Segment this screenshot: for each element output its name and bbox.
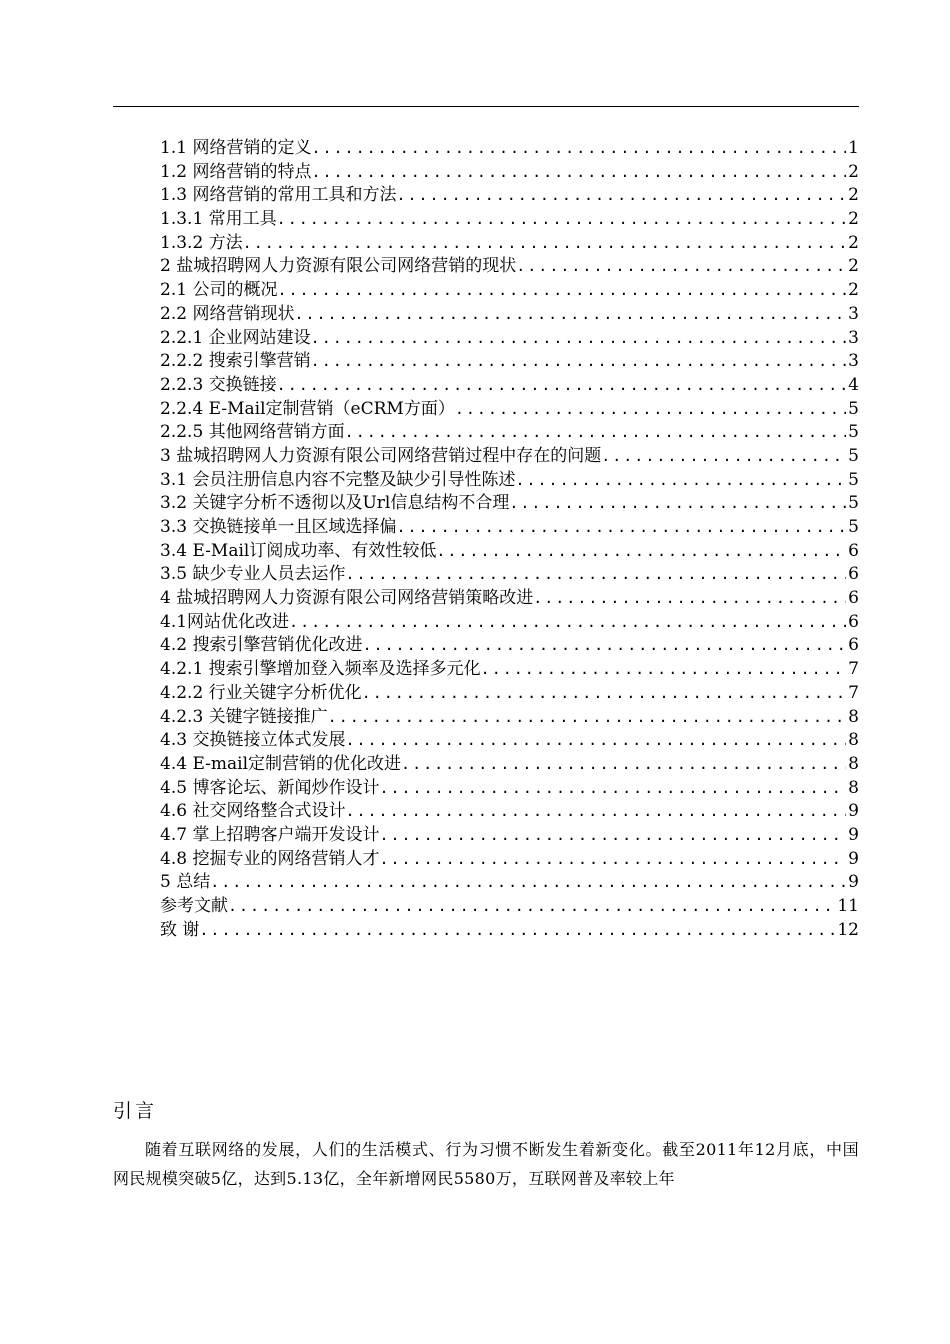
- toc-entry-page-number: 11: [837, 896, 859, 916]
- toc-entry-page-number: 5: [848, 422, 859, 443]
- introduction-paragraph: 随着互联网络的发展，人们的生活模式、行为习惯不断发生着新变化。截至2011年12月底，中国网民规模突破5亿，达到5.13亿，全年新增网民5580万，互联网普及率较上年: [113, 1140, 859, 1188]
- toc-entry[interactable]: [160, 753, 859, 777]
- toc-entry-title: 2.2 网络营销现状: [160, 303, 295, 324]
- introduction-heading: 引言: [113, 1100, 158, 1122]
- toc-entry-title: 4.2.3 关键字链接推广: [160, 706, 328, 727]
- toc-leader-dots: [379, 824, 846, 848]
- toc-entry-title: 1.3.2 方法: [160, 232, 243, 253]
- toc-entry-title: 致 谢: [160, 919, 200, 940]
- toc-entry-title: 3.5 缺少专业人员去运作: [160, 564, 346, 585]
- toc-entry-title: 1.3 网络营销的常用工具和方法: [160, 185, 397, 206]
- toc-entry-page-number: 6: [848, 588, 859, 609]
- toc-leader-dots: [345, 563, 846, 587]
- toc-entry-page-number: 8: [848, 753, 859, 774]
- toc-leader-dots: [516, 255, 846, 279]
- toc-entry[interactable]: [160, 824, 859, 848]
- toc-entry-page-number: 7: [848, 682, 859, 703]
- toc-entry[interactable]: [160, 184, 859, 208]
- toc-entry-page-number: 9: [848, 848, 859, 869]
- toc-entry-title: 1.3.1 常用工具: [160, 209, 277, 230]
- toc-leader-dots: [345, 800, 846, 824]
- toc-leader-dots: [311, 327, 847, 351]
- toc-leader-dots: [311, 350, 847, 374]
- toc-entry-title: 4.2.2 行业关键字分析优化: [160, 682, 362, 703]
- toc-entry[interactable]: [160, 445, 859, 469]
- toc-entry[interactable]: [160, 279, 859, 303]
- toc-leader-dots: [277, 208, 847, 232]
- toc-entry-title: 4.8 挖掘专业的网络营销人才: [160, 848, 380, 869]
- toc-entry[interactable]: [160, 350, 859, 374]
- toc-leader-dots: [396, 516, 846, 540]
- toc-leader-dots: [481, 658, 847, 682]
- toc-entry[interactable]: [160, 848, 859, 872]
- toc-entry-title: 2.2.5 其他网络营销方面: [160, 422, 345, 443]
- toc-entry-title: 3.3 交换链接单一且区域选择偏: [160, 517, 397, 537]
- toc-entry[interactable]: [160, 800, 859, 824]
- toc-entry-title: 2.1 公司的概况: [160, 280, 278, 301]
- toc-leader-dots: [294, 303, 846, 327]
- toc-entry-page-number: 3: [848, 327, 859, 348]
- toc-entry-title: 4.5 博客论坛、新闻炒作设计: [160, 777, 380, 798]
- toc-leader-dots: [533, 587, 846, 611]
- toc-entry[interactable]: [160, 563, 859, 587]
- toc-entry[interactable]: [160, 398, 859, 422]
- toc-entry-page-number: 5: [848, 398, 859, 419]
- toc-entry-title: 4.2.1 搜索引擎增加登入频率及选择多元化: [160, 659, 481, 680]
- toc-entry-page-number: 6: [848, 540, 859, 561]
- toc-entry-page-number: 2: [848, 185, 859, 206]
- toc-entry-page-number: 6: [848, 564, 859, 585]
- toc-leader-dots: [228, 895, 835, 919]
- toc-entry[interactable]: [160, 374, 859, 398]
- toc-entry[interactable]: [160, 587, 859, 611]
- toc-entry-page-number: 8: [848, 730, 859, 751]
- toc-entry[interactable]: [160, 232, 859, 256]
- toc-entry[interactable]: [160, 327, 859, 351]
- toc-entry-page-number: 2: [848, 280, 859, 301]
- toc-leader-dots: [210, 871, 846, 895]
- toc-entry-title: 4.3 交换链接立体式发展: [160, 730, 346, 751]
- toc-leader-dots: [277, 279, 846, 303]
- toc-leader-dots: [362, 682, 847, 706]
- toc-entry-page-number: 2: [848, 232, 859, 253]
- toc-entry-title: 2.2.4 E-Mail定制营销（eCRM方面）: [160, 398, 455, 419]
- toc-entry-page-number: 2: [848, 209, 859, 230]
- toc-leader-dots: [509, 492, 846, 516]
- table-of-contents: [160, 137, 859, 942]
- toc-entry-page-number: 1: [848, 138, 859, 158]
- toc-entry-title: 5 总结: [160, 872, 211, 893]
- toc-entry[interactable]: [160, 492, 859, 516]
- toc-leader-dots: [311, 161, 846, 185]
- toc-entry-page-number: 8: [848, 777, 859, 798]
- toc-leader-dots: [199, 919, 835, 943]
- toc-entry[interactable]: [160, 611, 859, 635]
- toc-leader-dots: [401, 753, 846, 777]
- toc-entry-page-number: 9: [848, 801, 859, 822]
- toc-entry-title: 2 盐城招聘网人力资源有限公司网络营销的现状: [160, 256, 517, 277]
- toc-entry-page-number: 7: [848, 659, 859, 680]
- toc-leader-dots: [345, 421, 847, 445]
- toc-entry-title: 4.4 E-mail定制营销的优化改进: [160, 753, 402, 774]
- header-rule: [113, 106, 859, 107]
- toc-entry[interactable]: [160, 469, 859, 493]
- toc-entry-title: 参考文献: [160, 896, 228, 916]
- toc-leader-dots: [601, 445, 846, 469]
- toc-entry[interactable]: [160, 303, 859, 327]
- toc-entry-page-number: 8: [848, 706, 859, 727]
- toc-entry[interactable]: [160, 161, 859, 185]
- toc-entry[interactable]: [160, 682, 859, 706]
- toc-entry[interactable]: [160, 255, 859, 279]
- toc-entry-page-number: 5: [848, 469, 859, 490]
- toc-entry-title: 4.6 社交网络整合式设计: [160, 801, 346, 822]
- toc-leader-dots: [243, 232, 847, 256]
- toc-entry[interactable]: [160, 658, 859, 682]
- toc-entry-title: 2.2.2 搜索引擎营销: [160, 351, 311, 372]
- toc-leader-dots: [515, 469, 846, 493]
- toc-entry[interactable]: [160, 777, 859, 801]
- toc-entry-page-number: 12: [837, 919, 859, 940]
- toc-entry[interactable]: [160, 729, 859, 753]
- toc-leader-dots: [436, 540, 846, 564]
- toc-entry-title: 3.2 关键字分析不透彻以及Url信息结构不合理: [160, 493, 510, 514]
- toc-entry[interactable]: [160, 421, 859, 445]
- toc-entry-title: 1.2 网络营销的特点: [160, 161, 312, 182]
- toc-entry-page-number: 6: [848, 611, 859, 632]
- toc-leader-dots: [362, 634, 846, 658]
- toc-entry[interactable]: [160, 895, 859, 919]
- toc-entry[interactable]: [160, 919, 859, 943]
- toc-entry[interactable]: [160, 516, 859, 540]
- toc-entry[interactable]: [160, 540, 859, 564]
- toc-entry-page-number: 4: [848, 374, 859, 395]
- toc-entry-title: 2.2.1 企业网站建设: [160, 327, 311, 348]
- toc-entry-title: 4.7 掌上招聘客户端开发设计: [160, 824, 380, 845]
- toc-entry[interactable]: [160, 137, 859, 161]
- toc-entry-page-number: 5: [848, 493, 859, 514]
- toc-entry-title: 2.2.3 交换链接: [160, 374, 277, 395]
- toc-entry[interactable]: [160, 706, 859, 730]
- toc-entry-page-number: 6: [848, 635, 859, 656]
- toc-entry-page-number: 9: [848, 872, 859, 893]
- toc-leader-dots: [289, 611, 846, 635]
- toc-entry[interactable]: [160, 634, 859, 658]
- toc-entry-page-number: 2: [848, 256, 859, 277]
- toc-leader-dots: [379, 777, 846, 801]
- toc-entry-title: 4.1网站优化改进: [160, 611, 290, 632]
- toc-entry-title: 4.2 搜索引擎营销优化改进: [160, 635, 363, 656]
- toc-leader-dots: [396, 184, 846, 208]
- toc-entry-page-number: 3: [848, 351, 859, 372]
- toc-entry-title: 1.1 网络营销的定义: [160, 138, 312, 158]
- toc-leader-dots: [455, 398, 846, 422]
- toc-leader-dots: [345, 729, 846, 753]
- toc-entry-page-number: 5: [848, 517, 859, 537]
- toc-entry-page-number: 5: [848, 445, 859, 466]
- toc-entry-title: 3.4 E-Mail订阅成功率、有效性较低: [160, 540, 437, 561]
- toc-leader-dots: [277, 374, 847, 398]
- toc-entry-title: 4 盐城招聘网人力资源有限公司网络营销策略改进: [160, 588, 534, 609]
- toc-entry-page-number: 2: [848, 161, 859, 182]
- toc-leader-dots: [379, 848, 846, 872]
- toc-entry-title: 3 盐城招聘网人力资源有限公司网络营销过程中存在的问题: [160, 445, 602, 466]
- toc-entry[interactable]: [160, 208, 859, 232]
- toc-leader-dots: [311, 137, 846, 161]
- toc-leader-dots: [328, 706, 847, 730]
- toc-entry[interactable]: [160, 871, 859, 895]
- toc-entry-page-number: 9: [848, 824, 859, 845]
- toc-entry-title: 3.1 会员注册信息内容不完整及缺少引导性陈述: [160, 469, 516, 490]
- toc-entry-page-number: 3: [848, 303, 859, 324]
